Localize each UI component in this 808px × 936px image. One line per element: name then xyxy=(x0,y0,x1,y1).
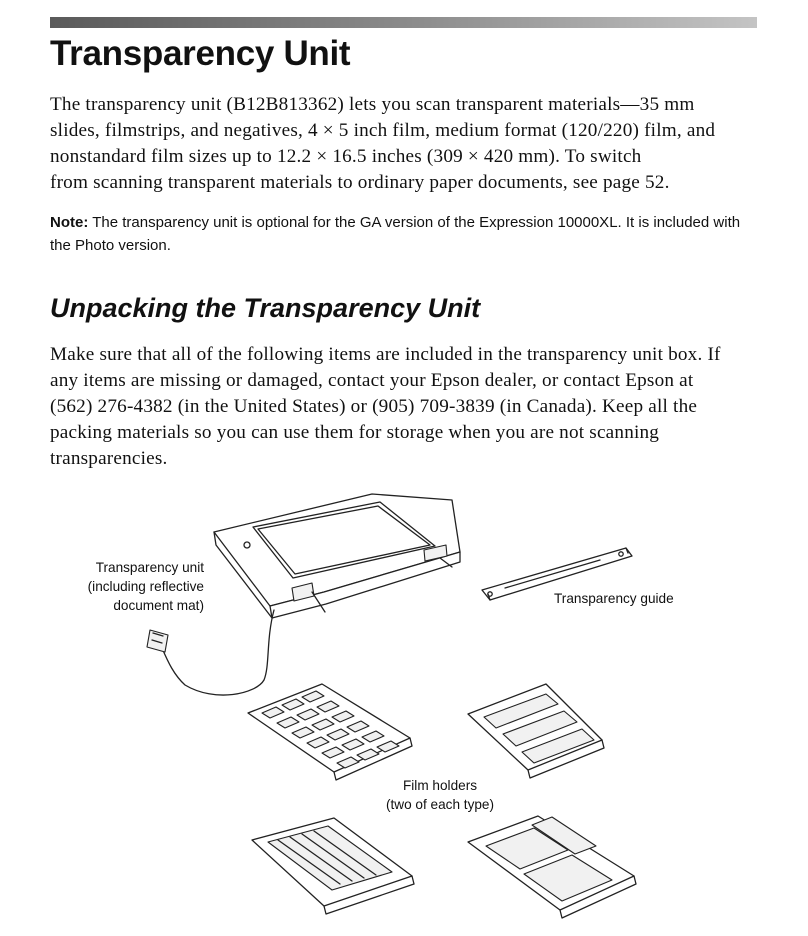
unpack-line: Make sure that all of the following items are included in the transparency unit box. If xyxy=(50,344,721,365)
note-paragraph xyxy=(50,211,760,257)
unpack-line: packing materials so you can use them for storage when you are not scanning xyxy=(50,422,660,443)
caption-line: (including reflective xyxy=(87,579,204,594)
unpack-line: any items are missing or damaged, contact your Epson dealer, or contact Epson at xyxy=(50,370,694,391)
filmstrip-holder-drawing xyxy=(252,818,414,914)
caption-line: (two of each type) xyxy=(385,797,495,812)
intro-line: The transparency unit (B12B813362) lets you scan transparent materials—35 mm xyxy=(50,94,695,115)
medium-format-holder-drawing xyxy=(468,684,604,778)
unpack-paragraph xyxy=(50,342,760,472)
film-holders-caption xyxy=(380,776,500,814)
transparency-unit-caption xyxy=(88,558,204,615)
transparency-guide-caption: Transparency guide xyxy=(554,591,674,606)
intro-line: nonstandard film sizes up to 12.2 × 16.5 inches (309 × 420 mm). To switch xyxy=(50,146,642,167)
header-rule xyxy=(50,17,757,28)
intro-paragraph xyxy=(50,92,760,196)
four-by-five-holder-drawing xyxy=(468,816,636,918)
caption-line: Transparency unit xyxy=(95,560,204,575)
caption-line: document mat) xyxy=(113,598,204,613)
note-label: Note: xyxy=(50,214,89,231)
contents-illustration xyxy=(0,480,808,936)
intro-line: from scanning transparent materials to ordinary paper documents, see page 52. xyxy=(50,172,670,193)
slide-holder-drawing xyxy=(248,684,412,780)
unpack-line: transparencies. xyxy=(50,448,168,469)
intro-line: slides, filmstrips, and negatives, 4 × 5 inch film, medium format (120/220) film, and xyxy=(50,120,716,141)
page-title: Transparency Unit xyxy=(50,34,351,73)
unpack-line: (562) 276-4382 (in the United States) or (905) 709-3839 (in Canada). Keep all the xyxy=(50,396,698,417)
caption-line: Film holders xyxy=(402,778,478,793)
note-text: The transparency unit is optional for the GA version of the Expression 10000XL. It is included with the Photo version. xyxy=(50,214,741,254)
section-heading: Unpacking the Transparency Unit xyxy=(50,293,481,323)
